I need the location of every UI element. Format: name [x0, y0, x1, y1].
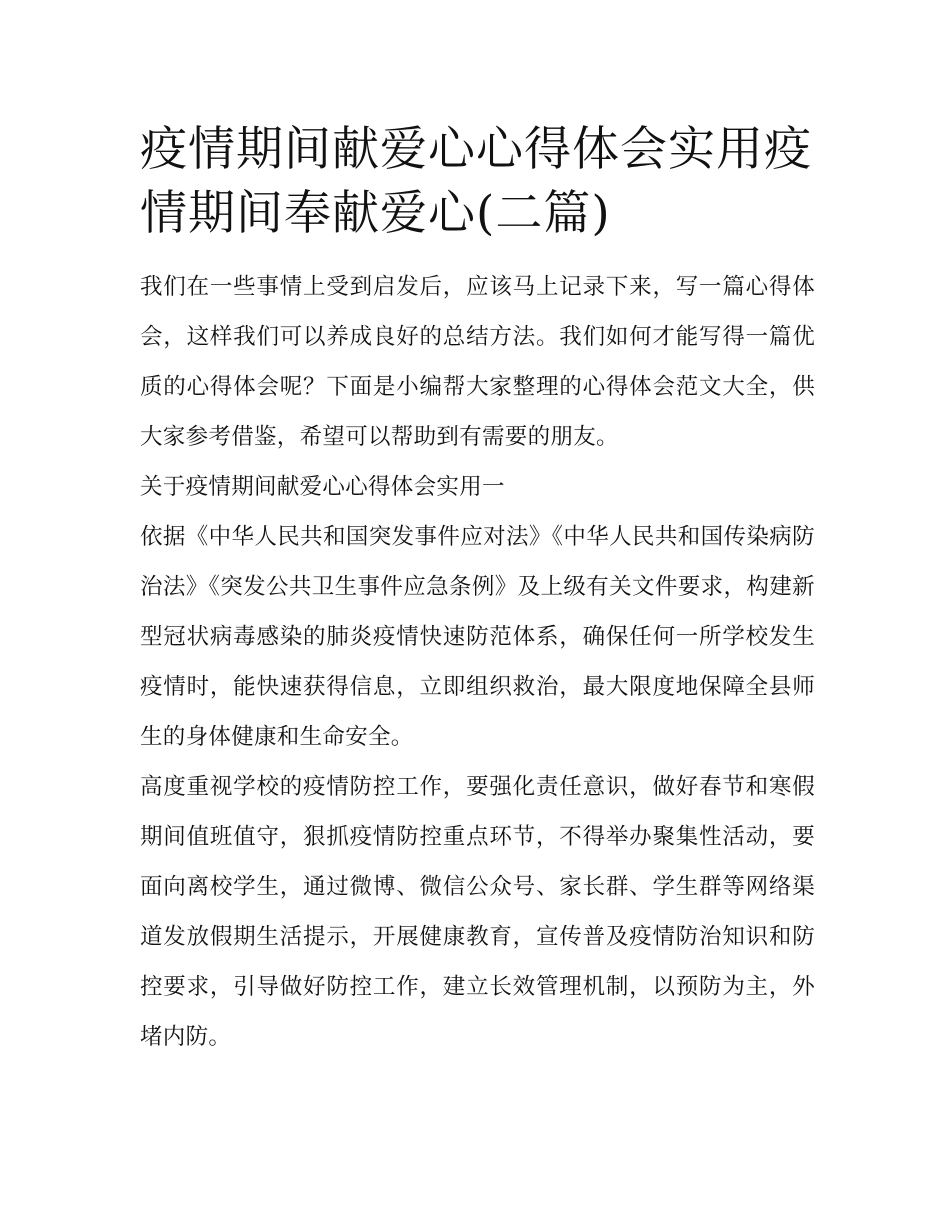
intro-paragraph: 我们在一些事情上受到启发后，应该马上记录下来，写一篇心得体会，这样我们可以养成良好的总结方法。我们如何才能写得一篇优质的心得体会呢？下面是小编帮大家整理的心得体会范文大全，供大家参考借鉴，希望可以帮助到有需要的朋友。	[140, 274, 815, 450]
body-paragraph: 高度重视学校的疫情防控工作，要强化责任意识，做好春节和寒假期间值班值守，狠抓疫情防控重点环节，不得举办聚集性活动，要面向离校学生，通过微博、微信公众号、家长群、学生群等网络渠道发放假期生活提示，开展健康教育，宣传普及疫情防治知识和防控要求，引导做好防控工作，建立长效管理机制，以预防为主，外堵内防。	[140, 774, 815, 1050]
section-heading: 关于疫情期间献爱心心得体会实用一	[140, 474, 505, 500]
document-title: 疫情期间献爱心心得体会实用疫情期间奉献爱心(二篇)	[140, 122, 812, 241]
document-body	[140, 118, 815, 1062]
body-paragraph: 依据《中华人民共和国突发事件应对法》《中华人民共和国传染病防治法》《突发公共卫生事件应急条例》及上级有关文件要求，构建新型冠状病毒感染的肺炎疫情快速防范体系，确保任何一所学校发生疫情时，能快速获得信息，立即组织救治，最大限度地保障全县师生的身体健康和生命安全。	[140, 524, 815, 750]
